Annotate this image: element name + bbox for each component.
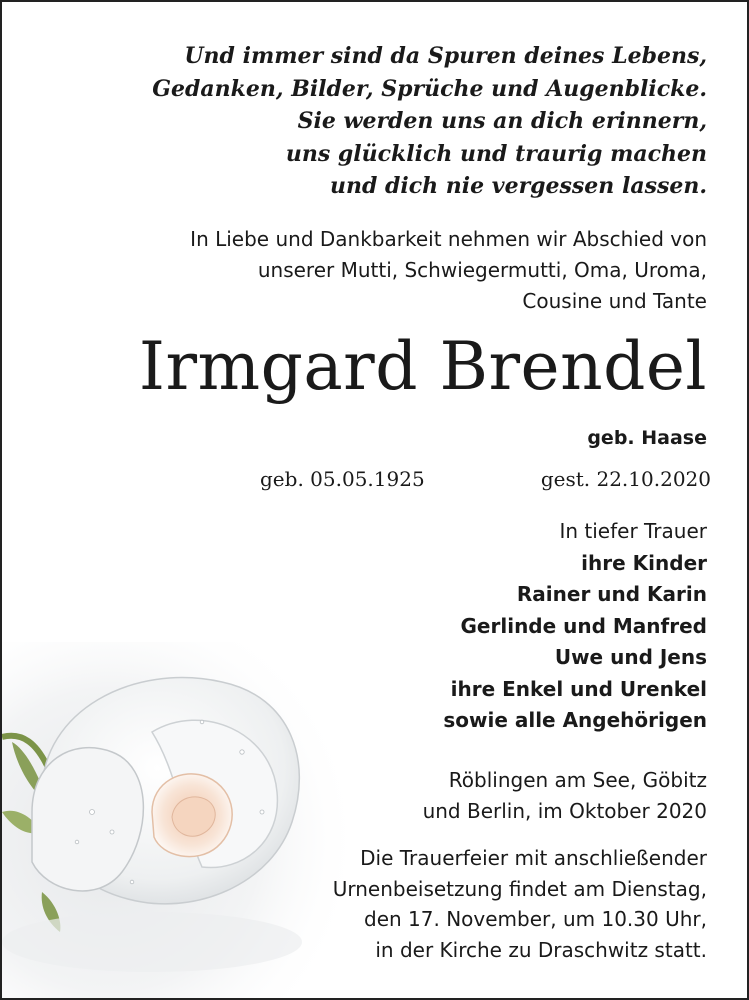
mourner-line: Gerlinde und Manfred <box>460 613 707 638</box>
place-and-date <box>423 765 707 827</box>
poem-line: Und immer sind da Spuren deines Lebens, <box>184 43 707 69</box>
poem-line: und dich nie vergessen lassen. <box>329 173 707 199</box>
white-rose-image <box>2 642 362 1000</box>
ceremony-info <box>333 843 707 965</box>
ceremony-line: in der Kirche zu Draschwitz statt. <box>375 937 707 962</box>
deceased-name: Irmgard Brendel <box>138 328 707 405</box>
ceremony-line: Urnenbeisetzung findet am Dienstag, <box>332 876 707 901</box>
place-line: Röblingen am See, Göbitz <box>448 768 707 792</box>
mourners-list <box>443 516 707 737</box>
mourners-heading: In tiefer Trauer <box>559 519 707 543</box>
ceremony-line: Die Trauerfeier mit anschließender <box>360 846 707 870</box>
farewell-intro <box>190 224 707 317</box>
mourner-line: ihre Kinder <box>581 550 707 575</box>
birth-date: geb. 05.05.1925 <box>260 467 425 491</box>
mourner-line: Uwe und Jens <box>554 645 707 669</box>
intro-line: unserer Mutti, Schwiegermutti, Oma, Uroma, <box>257 258 707 282</box>
death-date: gest. 22.10.2020 <box>540 467 711 491</box>
poem-line: uns glücklich und traurig machen <box>285 140 707 167</box>
poem <box>152 40 707 203</box>
intro-line: In Liebe und Dankbarkeit nehmen wir Abschied von <box>190 227 707 251</box>
mourner-line: ihre Enkel und Urenkel <box>450 676 707 701</box>
poem-line: Gedanken, Bilder, Sprüche und Augenblicke. <box>152 75 707 102</box>
mourner-line: Rainer und Karin <box>516 582 707 606</box>
maiden-name: geb. Haase <box>587 427 707 449</box>
place-line: und Berlin, im Oktober 2020 <box>422 799 707 823</box>
intro-line: Cousine und Tante <box>522 289 707 313</box>
poem-line: Sie werden uns an dich erinnern, <box>297 108 707 134</box>
mourner-line: sowie alle Angehörigen <box>443 708 707 732</box>
ceremony-line: den 17. November, um 10.30 Uhr, <box>364 907 707 931</box>
